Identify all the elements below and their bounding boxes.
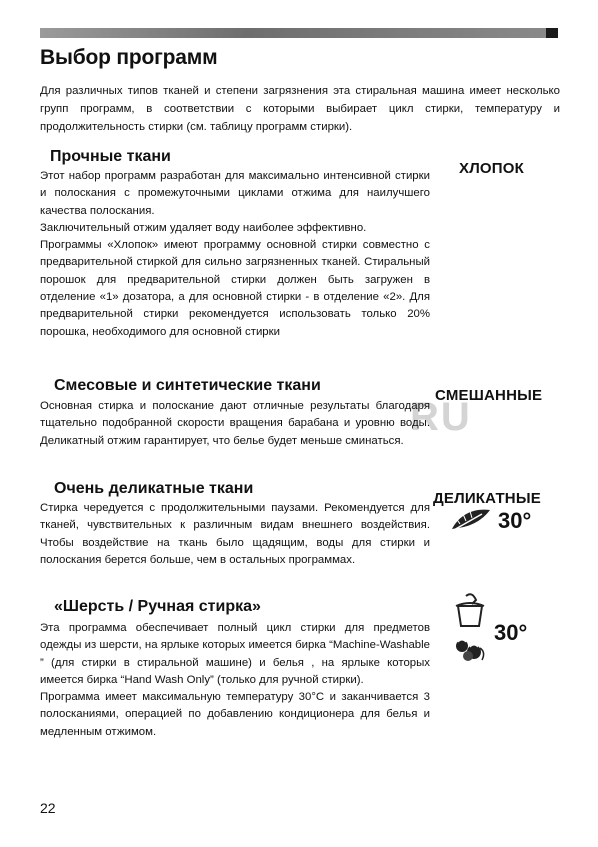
- section-text-cotton: [40, 168, 430, 341]
- feather-icon: [448, 504, 494, 534]
- temperature-delicate: 30°: [498, 508, 532, 533]
- intro-paragraph: Для различных типов тканей и степени загрязнения эта стиральная машина имеет несколько групп программ, в соответствии с которыми выбирает цикл стирки, температуру и продолжительность стирки (см. таблицу программ стирки).: [40, 85, 560, 133]
- section-title-delicate: Очень деликатные ткани: [54, 480, 254, 497]
- watermark: RU: [410, 395, 472, 439]
- paragraph: Эта программа обеспечивает полный цикл стирки для предметов одежды из шерсти, на ярлыке которых имеется бирка “Machine-Washable ” (для стирки в стиральной машине) и белья , на ярлыке которых имеется бирка “Hand Wash Only” (только для ручной стирки).: [40, 622, 430, 686]
- paragraph: Программа имеет максимальную температуру 30°С и заканчивается 3 полосканиями, операцией по добавлению кондиционера для белья и медленным отжимом.: [40, 691, 430, 738]
- temperature-wool: 30°: [494, 620, 528, 645]
- header-bar: [40, 28, 558, 38]
- program-label-mixed: СМЕШАННЫЕ: [435, 387, 543, 404]
- section-text-wool: [40, 620, 430, 741]
- program-label-delicate: ДЕЛИКАТНЫЕ: [433, 490, 541, 507]
- section-title-wool: «Шерсть / Ручная стирка»: [54, 598, 261, 615]
- section-title-cotton: Прочные ткани: [50, 148, 171, 165]
- header-bar-end: [546, 28, 558, 38]
- paragraph: Этот набор программ разработан для максимально интенсивной стирки и полоскания с промежуточными циклами отжима для наилучшего качества полоскания.: [40, 170, 430, 217]
- paragraph: Основная стирка и полоскание дают отличные результаты благодаря тщательно подобранной скорости вращения барабана и уровню воды. Деликатный отжим гарантирует, что белье будет меньше сминаться.: [40, 400, 430, 447]
- page-title: Выбор программ: [40, 46, 218, 69]
- paragraph: Программы «Хлопок» имеют программу основной стирки совместно с предварительной стиркой для сильно загрязненных тканей. Стиральный порошок для предварительной стирки должен быть загружен в отделение «1» дозатора, а для основной стирки - в отделение «2». Для предварительной стирки рекомендуется использовать только 20% порошка, необходимого для основной стирки: [40, 239, 430, 338]
- section-text-mixed: [40, 398, 430, 450]
- section-title-mixed: Смесовые и синтетические ткани: [54, 377, 321, 394]
- program-label-cotton: ХЛОПОК: [459, 160, 525, 177]
- section-text-delicate: [40, 500, 430, 569]
- hand-wash-wool-icon: [452, 592, 492, 664]
- paragraph: Стирка чередуется с продолжительными паузами. Рекомендуется для тканей, чувствительных к различным видам внешнего воздействия. Чтобы воздействие на ткань было щадящим, воды для стирки и полоскания берется больше, чем в остальных программах.: [40, 502, 430, 566]
- paragraph: Заключительный отжим удаляет воду наиболее эффективно.: [40, 221, 367, 234]
- page-number: 22: [40, 800, 56, 816]
